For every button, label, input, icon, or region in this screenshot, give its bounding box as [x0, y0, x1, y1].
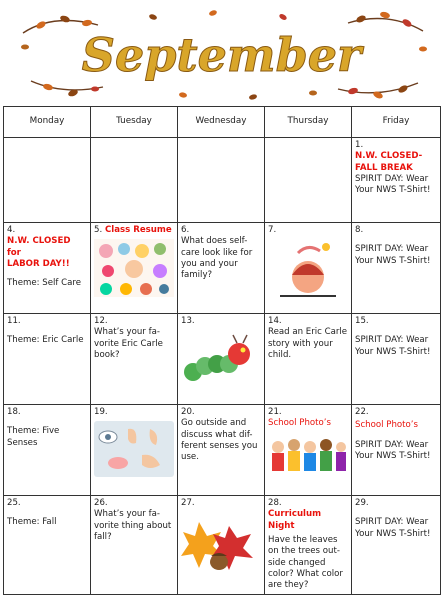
day-number: 22.	[355, 407, 369, 417]
closed-notice-line1: N.W. CLOSED for	[7, 236, 71, 258]
day-number: 27.	[181, 498, 195, 508]
theme-text: Theme: Eric Carle	[7, 335, 84, 346]
day-cell-sep-12	[91, 314, 178, 405]
week-row	[4, 496, 441, 595]
banner-title: September	[81, 28, 362, 82]
prompt-text: What’s your fa-vorite Eric Carle book?	[94, 327, 163, 361]
spirit-day-text: SPIRIT DAY: Wear Your NWS T-Shirt!	[355, 174, 431, 196]
prompt-text: Go outside and discuss what dif-ferent senses you use.	[181, 418, 258, 463]
day-cell-sep-5	[91, 223, 178, 314]
school-photos-event: School Photo’s	[268, 418, 331, 429]
theme-text: Theme: Five Senses	[7, 426, 60, 448]
day-number: 25.	[7, 498, 21, 508]
week-row	[4, 223, 441, 314]
theme-text: Theme: Fall	[7, 517, 57, 528]
week-row	[4, 138, 441, 223]
header-thursday: Thursday	[265, 107, 352, 138]
day-number: 8.	[355, 225, 364, 235]
spirit-day-text: SPIRIT DAY: Wear Your NWS T-Shirt!	[355, 439, 431, 462]
september-banner	[3, 3, 440, 106]
caterpillar-icon	[181, 330, 259, 392]
day-cell-sep-28	[265, 496, 352, 595]
day-cell-sep-14	[265, 314, 352, 405]
day-cell-sep-25	[4, 496, 91, 595]
class-resume-event: Class Resume	[104, 225, 172, 235]
day-cell-sep-15	[352, 314, 441, 405]
calendar-grid	[3, 106, 441, 595]
day-number: 13.	[181, 316, 195, 326]
day-cell-sep-26	[91, 496, 178, 595]
header-wednesday: Wednesday	[178, 107, 265, 138]
day-number: 12.	[94, 316, 108, 326]
prompt-text: Have the leaves on the trees out-side changed color? What color are they?	[268, 535, 343, 591]
day-cell-sep-1	[352, 138, 441, 223]
day-number: 15.	[355, 316, 369, 326]
day-number: 5.	[94, 225, 103, 235]
day-number: 6.	[181, 225, 190, 235]
day-cell-sep-6	[178, 223, 265, 314]
theme-text: Theme: Self Care	[7, 278, 82, 289]
day-number: 20.	[181, 407, 195, 417]
day-cell-sep-20	[178, 405, 265, 496]
day-cell-sep-22	[352, 405, 441, 496]
day-number: 21.	[268, 407, 282, 417]
day-number: 14.	[268, 316, 282, 326]
day-number: 4.	[7, 225, 16, 235]
day-number: 1.	[355, 140, 364, 150]
day-cell-sep-8	[352, 223, 441, 314]
day-number: 7.	[268, 225, 277, 235]
day-cell-empty	[91, 138, 178, 223]
school-photos-event: School Photo’s	[355, 420, 418, 431]
autumn-leaves-decoration	[3, 3, 440, 106]
day-cell-sep-27	[178, 496, 265, 595]
closed-notice-line2: LABOR DAY!!	[7, 259, 70, 270]
prompt-text: Read an Eric Carle story with your child.	[268, 327, 348, 361]
header-monday: Monday	[4, 107, 91, 138]
prompt-text: What’s your fa-vorite thing about fall?	[94, 509, 172, 543]
day-cell-sep-18	[4, 405, 91, 496]
spirit-day-text: SPIRIT DAY: Wear Your NWS T-Shirt!	[355, 517, 431, 539]
day-cell-sep-21	[265, 405, 352, 496]
day-cell-empty	[265, 138, 352, 223]
five-senses-icons	[94, 421, 174, 477]
day-cell-sep-7	[265, 223, 352, 314]
week-row	[4, 405, 441, 496]
day-cell-empty	[4, 138, 91, 223]
day-cell-empty	[178, 138, 265, 223]
weekday-header-row	[4, 107, 441, 138]
day-number: 11.	[7, 316, 21, 326]
prompt-text: What does self-care look like for you and your family?	[181, 236, 253, 281]
self-care-illustration	[94, 239, 174, 297]
day-cell-sep-29	[352, 496, 441, 595]
day-number: 18.	[7, 407, 21, 417]
header-tuesday: Tuesday	[91, 107, 178, 138]
kids-photo-illustration	[268, 433, 348, 477]
mindful-head-illustration	[268, 239, 346, 299]
spirit-day-text: SPIRIT DAY: Wear Your NWS T-Shirt!	[355, 244, 431, 266]
day-number: 28.	[268, 498, 282, 508]
day-number: 19.	[94, 407, 108, 417]
day-cell-sep-4	[4, 223, 91, 314]
day-cell-sep-11	[4, 314, 91, 405]
curriculum-night-event: Curriculum Night	[268, 509, 322, 531]
day-number: 29.	[355, 498, 369, 508]
spirit-day-text: SPIRIT DAY: Wear Your NWS T-Shirt!	[355, 335, 431, 357]
day-cell-sep-19	[91, 405, 178, 496]
autumn-leaves-icon	[181, 512, 261, 574]
closed-notice-line2: FALL BREAK	[355, 162, 413, 173]
day-cell-sep-13	[178, 314, 265, 405]
week-row	[4, 314, 441, 405]
closed-notice-line1: N.W. CLOSED-	[355, 151, 423, 162]
day-number: 26.	[94, 498, 108, 508]
header-friday: Friday	[352, 107, 441, 138]
